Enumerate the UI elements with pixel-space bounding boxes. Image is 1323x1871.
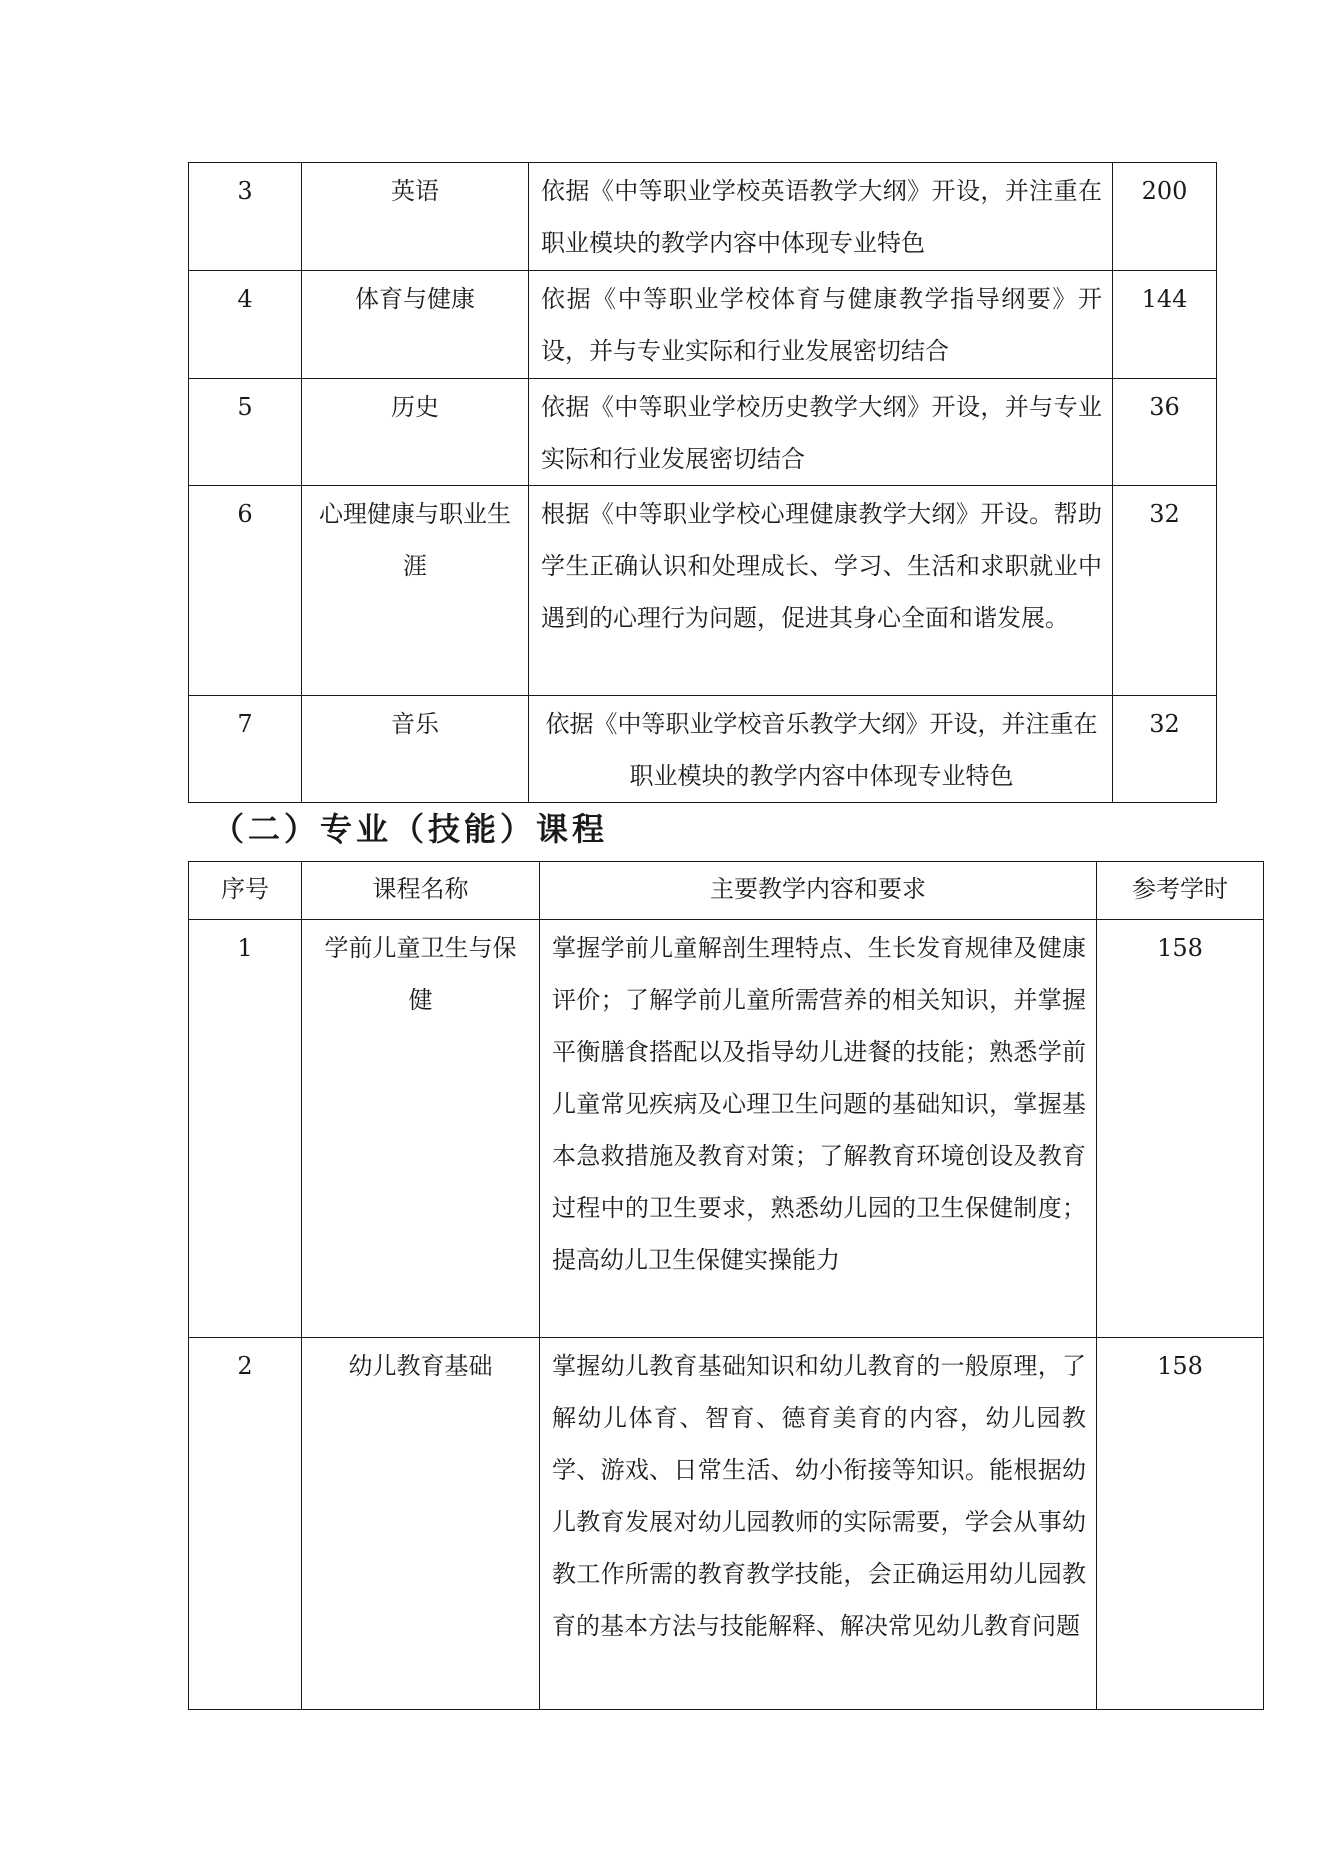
course-hours: 36 bbox=[1113, 379, 1217, 486]
table-header-row bbox=[189, 862, 1264, 920]
table-row bbox=[189, 271, 1217, 379]
course-name: 英语 bbox=[302, 163, 529, 271]
section-heading: （二）专业（技能）课程 bbox=[212, 810, 609, 848]
course-name: 幼儿教育基础 bbox=[302, 1338, 540, 1710]
row-number: 2 bbox=[189, 1338, 302, 1710]
course-hours: 144 bbox=[1113, 271, 1217, 379]
course-hours: 32 bbox=[1113, 486, 1217, 696]
header-course-name: 课程名称 bbox=[302, 862, 540, 920]
table-row bbox=[189, 486, 1217, 696]
course-hours: 32 bbox=[1113, 696, 1217, 803]
row-number: 6 bbox=[189, 486, 302, 696]
course-hours: 200 bbox=[1113, 163, 1217, 271]
row-number: 7 bbox=[189, 696, 302, 803]
header-content: 主要教学内容和要求 bbox=[540, 862, 1097, 920]
course-name: 历史 bbox=[302, 379, 529, 486]
course-content: 依据《中等职业学校历史教学大纲》开设，并与专业实际和行业发展密切结合 bbox=[529, 379, 1113, 486]
course-hours: 158 bbox=[1097, 1338, 1264, 1710]
table-row bbox=[189, 696, 1217, 803]
row-number: 1 bbox=[189, 920, 302, 1338]
table-row bbox=[189, 920, 1264, 1338]
course-content: 根据《中等职业学校心理健康教学大纲》开设。帮助学生正确认识和处理成长、学习、生活和求职就业中遇到的心理行为问题，促进其身心全面和谐发展。 bbox=[529, 486, 1113, 696]
general-courses-table bbox=[188, 162, 1217, 803]
course-name: 体育与健康 bbox=[302, 271, 529, 379]
row-number: 3 bbox=[189, 163, 302, 271]
course-name: 心理健康与职业生涯 bbox=[302, 486, 529, 696]
row-number: 4 bbox=[189, 271, 302, 379]
header-hours: 参考学时 bbox=[1097, 862, 1264, 920]
row-number: 5 bbox=[189, 379, 302, 486]
course-content: 依据《中等职业学校音乐教学大纲》开设，并注重在职业模块的教学内容中体现专业特色 bbox=[529, 696, 1113, 803]
course-content: 掌握幼儿教育基础知识和幼儿教育的一般原理，了解幼儿体育、智育、德育美育的内容，幼儿园教学、游戏、日常生活、幼小衔接等知识。能根据幼儿教育发展对幼儿园教师的实际需要，学会从事幼教工作所需的教育教学技能，会正确运用幼儿园教育的基本方法与技能解释、解决常见幼儿教育问题 bbox=[540, 1338, 1097, 1710]
course-hours: 158 bbox=[1097, 920, 1264, 1338]
table-row bbox=[189, 379, 1217, 486]
course-name: 音乐 bbox=[302, 696, 529, 803]
table-row bbox=[189, 163, 1217, 271]
table-row bbox=[189, 1338, 1264, 1710]
header-number: 序号 bbox=[189, 862, 302, 920]
course-content: 依据《中等职业学校英语教学大纲》开设，并注重在职业模块的教学内容中体现专业特色 bbox=[529, 163, 1113, 271]
course-name: 学前儿童卫生与保健 bbox=[302, 920, 540, 1338]
course-content: 依据《中等职业学校体育与健康教学指导纲要》开设，并与专业实际和行业发展密切结合 bbox=[529, 271, 1113, 379]
professional-courses-table bbox=[188, 861, 1264, 1710]
course-content: 掌握学前儿童解剖生理特点、生长发育规律及健康评价；了解学前儿童所需营养的相关知识，并掌握平衡膳食搭配以及指导幼儿进餐的技能；熟悉学前儿童常见疾病及心理卫生问题的基础知识，掌握基本急救措施及教育对策；了解教育环境创设及教育过程中的卫生要求，熟悉幼儿园的卫生保健制度；提高幼儿卫生保健实操能力 bbox=[540, 920, 1097, 1338]
